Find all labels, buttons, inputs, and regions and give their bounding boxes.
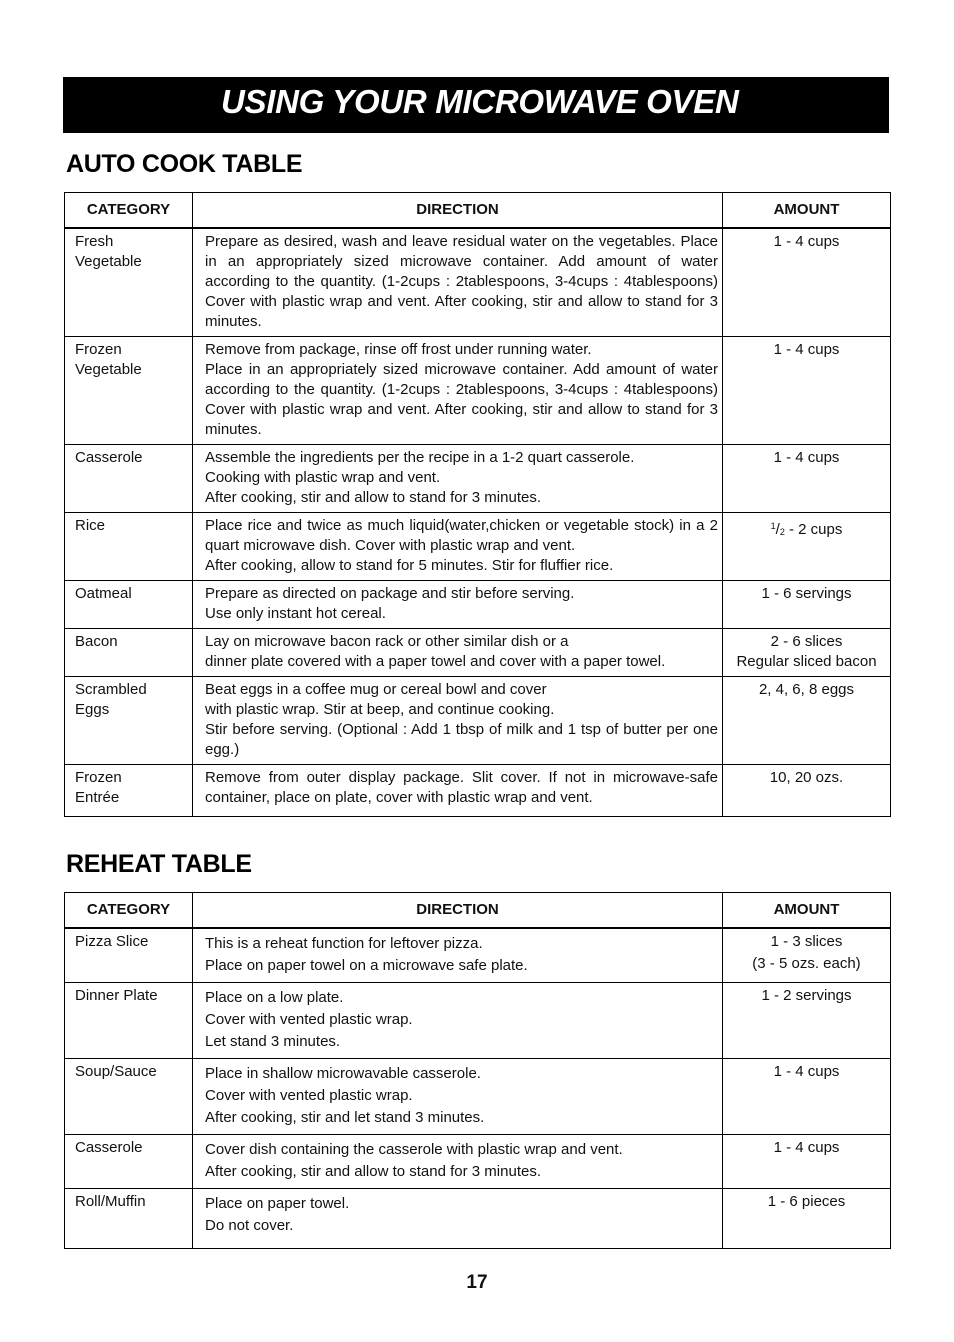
category-cell: Casserole <box>65 445 193 513</box>
table-row <box>65 677 891 765</box>
amount-cell: 1 - 4 cups <box>723 445 891 513</box>
direction-line: Place on paper towel on a microwave safe plate. <box>205 957 528 974</box>
page-title: USING YOUR MICROWAVE OVEN <box>221 83 739 120</box>
direction-line: Do not cover. <box>205 1216 294 1234</box>
table-header-row <box>65 193 891 229</box>
category-cell: Pizza Slice <box>65 928 193 982</box>
page-number: 17 <box>466 1272 488 1293</box>
direction-line: Prepare as directed on package and stir before serving. <box>205 585 575 602</box>
direction-line: Use only instant hot cereal. <box>205 605 386 622</box>
direction-line: This is a reheat function for leftover pizza. <box>205 935 483 952</box>
amount-cell: 1 - 4 cups <box>723 1134 891 1188</box>
table-row <box>65 228 891 337</box>
auto-cook-heading: AUTO COOK TABLE <box>66 150 303 178</box>
direction-cell <box>193 1188 723 1248</box>
column-header-direction: DIRECTION <box>193 893 723 929</box>
amount-cell: 1 - 2 servings <box>723 982 891 1058</box>
fraction-half: $^1/_2$ <box>770 521 785 538</box>
direction-cell <box>193 445 723 513</box>
amount-cell <box>723 928 891 982</box>
direction-cell <box>193 1134 723 1188</box>
amount-cell: 1 - 6 pieces <box>723 1188 891 1248</box>
reheat-heading: REHEAT TABLE <box>66 850 252 878</box>
amount-line: 1 - 3 slices <box>770 933 843 950</box>
direction-line: Assemble the ingredients per the recipe in a 1-2 quart casserole. <box>205 449 635 466</box>
direction-cell <box>193 928 723 982</box>
column-header-amount: AMOUNT <box>723 193 891 229</box>
direction-cell <box>193 581 723 629</box>
table-row <box>65 513 891 581</box>
direction-line: Place on a low plate. <box>205 988 344 1006</box>
direction-cell <box>193 982 723 1058</box>
table-row <box>65 337 891 445</box>
direction-line: Place rice and twice as much liquid(water,chicken or vegetable stock) in a 2 quart microwave dish. Cover with plastic wrap and vent. <box>205 517 718 554</box>
table-row <box>65 1058 891 1134</box>
table-row <box>65 765 891 817</box>
direction-line: Cover dish containing the casserole with plastic wrap and vent. <box>205 1140 623 1158</box>
amount-cell: 10, 20 ozs. <box>723 765 891 817</box>
direction-line: Place in an appropriately sized microwave container. Add amount of water according to the quantity. (1-2cups : 2tablespoons, 3-4cups : 4tablespoons) Cover with plastic wrap and vent. After cooking, stir and allow to stand for 3 minutes. <box>205 361 718 438</box>
direction-cell <box>193 513 723 581</box>
table-row <box>65 982 891 1058</box>
direction-line: After cooking, allow to stand for 5 minutes. Stir for fluffier rice. <box>205 557 614 574</box>
column-header-category: CATEGORY <box>65 193 193 229</box>
column-header-amount: AMOUNT <box>723 893 891 929</box>
reheat-table <box>64 892 891 1249</box>
amount-cell: 1 - 4 cups <box>723 337 891 445</box>
direction-line: Lay on microwave bacon rack or other similar dish or a <box>205 633 569 650</box>
column-header-category: CATEGORY <box>65 893 193 929</box>
amount-text: - 2 cups <box>784 521 843 538</box>
category-cell: Frozen Vegetable <box>65 337 193 445</box>
amount-cell: 1 - 4 cups <box>723 228 891 337</box>
direction-line: After cooking, stir and allow to stand for 3 minutes. <box>205 1162 541 1180</box>
direction-line: Place in shallow microwavable casserole. <box>205 1064 481 1082</box>
table-header-row <box>65 893 891 929</box>
amount-cell: 1 - 6 servings <box>723 581 891 629</box>
direction-cell <box>193 629 723 677</box>
category-cell: Dinner Plate <box>65 982 193 1058</box>
direction-line: Remove from outer display package. Slit cover. If not in microwave-safe container, place on plate, cover with plastic wrap and vent. <box>205 769 718 806</box>
direction-line: Prepare as desired, wash and leave residual water on the vegetables. Place in an appropriately sized microwave container. Add amount of water according to the quantity. (1-2cups : 2tablespoons, 3-4cups : 4tablespoons) Cover with plastic wrap and vent. After cooking, stir and allow to stand for 3 minutes. <box>205 233 718 330</box>
category-cell: Roll/Muffin <box>65 1188 193 1248</box>
direction-line: Let stand 3 minutes. <box>205 1032 341 1050</box>
direction-line: Cover with vented plastic wrap. <box>205 1086 413 1104</box>
category-cell: Oatmeal <box>65 581 193 629</box>
table-row <box>65 445 891 513</box>
direction-line: Beat eggs in a coffee mug or cereal bowl and cover <box>205 681 547 698</box>
table-row <box>65 1188 891 1248</box>
category-cell: Casserole <box>65 1134 193 1188</box>
auto-cook-table <box>64 192 891 817</box>
direction-line: Stir before serving. (Optional : Add 1 tbsp of milk and 1 tsp of butter per one egg.) <box>205 721 718 758</box>
direction-line: Cover with vented plastic wrap. <box>205 1010 413 1028</box>
direction-line: Place on paper towel. <box>205 1194 350 1212</box>
direction-line: dinner plate covered with a paper towel and cover with a paper towel. <box>205 653 666 670</box>
direction-cell <box>193 765 723 817</box>
table-row <box>65 928 891 982</box>
amount-cell <box>723 513 891 581</box>
direction-line: After cooking, stir and let stand 3 minutes. <box>205 1108 485 1126</box>
category-cell: Fresh Vegetable <box>65 228 193 337</box>
category-cell: Frozen Entrée <box>65 765 193 817</box>
direction-line: Remove from package, rinse off frost under running water. <box>205 341 592 358</box>
amount-cell: 2, 4, 6, 8 eggs <box>723 677 891 765</box>
direction-line: with plastic wrap. Stir at beep, and continue cooking. <box>205 701 555 718</box>
direction-cell <box>193 677 723 765</box>
category-cell: Bacon <box>65 629 193 677</box>
table-row <box>65 1134 891 1188</box>
amount-line: (3 - 5 ozs. each) <box>752 955 861 972</box>
table-row <box>65 581 891 629</box>
table-row <box>65 629 891 677</box>
category-cell: Scrambled Eggs <box>65 677 193 765</box>
category-cell: Rice <box>65 513 193 581</box>
amount-cell <box>723 629 891 677</box>
direction-cell <box>193 337 723 445</box>
direction-line: Cooking with plastic wrap and vent. <box>205 469 441 486</box>
amount-cell: 1 - 4 cups <box>723 1058 891 1134</box>
direction-cell <box>193 228 723 337</box>
amount-line: Regular sliced bacon <box>736 653 877 670</box>
direction-line: After cooking, stir and allow to stand for 3 minutes. <box>205 489 541 506</box>
direction-cell <box>193 1058 723 1134</box>
category-cell: Soup/Sauce <box>65 1058 193 1134</box>
amount-line: 2 - 6 slices <box>770 633 843 650</box>
column-header-direction: DIRECTION <box>193 193 723 229</box>
title-bar <box>63 77 889 133</box>
